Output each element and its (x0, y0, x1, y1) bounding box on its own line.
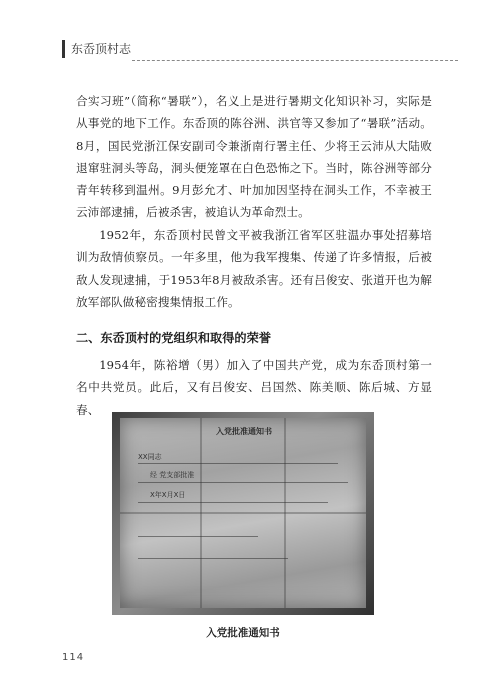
notice-line: X年X月X日 (150, 491, 186, 499)
notice-rule (138, 558, 288, 559)
figure-caption: 入党批准通知书 (206, 627, 280, 639)
notice-rule (138, 502, 328, 503)
paragraph-continued: 合实习班”（简称“暑联”），名义上是进行暑期文化知识补习，实际是从事党的地下工作。东岙顶的陈谷洲、洪官等又参加了“暑联”活动。8月，国民党浙江保安副司令兼浙南行署主任、少将王云沛从大陆败退窜驻洞头等岛，洞头便笼罩在白色恐怖之下。当时，陈谷洲等部分青年转移到温州。9月彭允才、叶加加因坚持在洞头工作，不幸被王云沛部逮捕，后被杀害，被追认为革命烈士。 (76, 94, 432, 220)
notice-title: 入党批准通知书 (216, 427, 272, 436)
paragraph-1954: 1954年，陈裕增（男）加入了中国共产党，成为东岙顶村第一名中共党员。此后，又有吕俊安、吕国然、陈美顺、陈后城、方显春、 (76, 358, 432, 417)
notice-rule (138, 463, 338, 464)
notice-line: XX同志 (138, 453, 162, 461)
notice-document (120, 418, 366, 608)
notice-rule (138, 482, 348, 483)
header-accent-bar (62, 40, 65, 58)
notice-rule (138, 536, 258, 537)
running-header (62, 38, 458, 64)
fold-crease (120, 512, 366, 514)
section-heading: 二、东岙顶村的党组织和取得的荣誉 (76, 331, 271, 345)
header-title: 东岙顶村志 (71, 42, 132, 56)
party-admission-notice-photo (112, 412, 374, 615)
notice-line: 经 党支部批准 (150, 471, 195, 479)
page-number: 114 (62, 652, 85, 663)
header-dashed-rule (132, 60, 458, 61)
paragraph-1952: 1952年，东岙顶村民曾文平被我浙江省军区驻温办事处招募培训为敌情侦察员。一年多里，他为我军搜集、传递了许多情报，后被敌人发现逮捕，于1953年8月被敌杀害。还有吕俊安、张道开也为解放军部队做秘密搜集情报工作。 (76, 228, 432, 309)
